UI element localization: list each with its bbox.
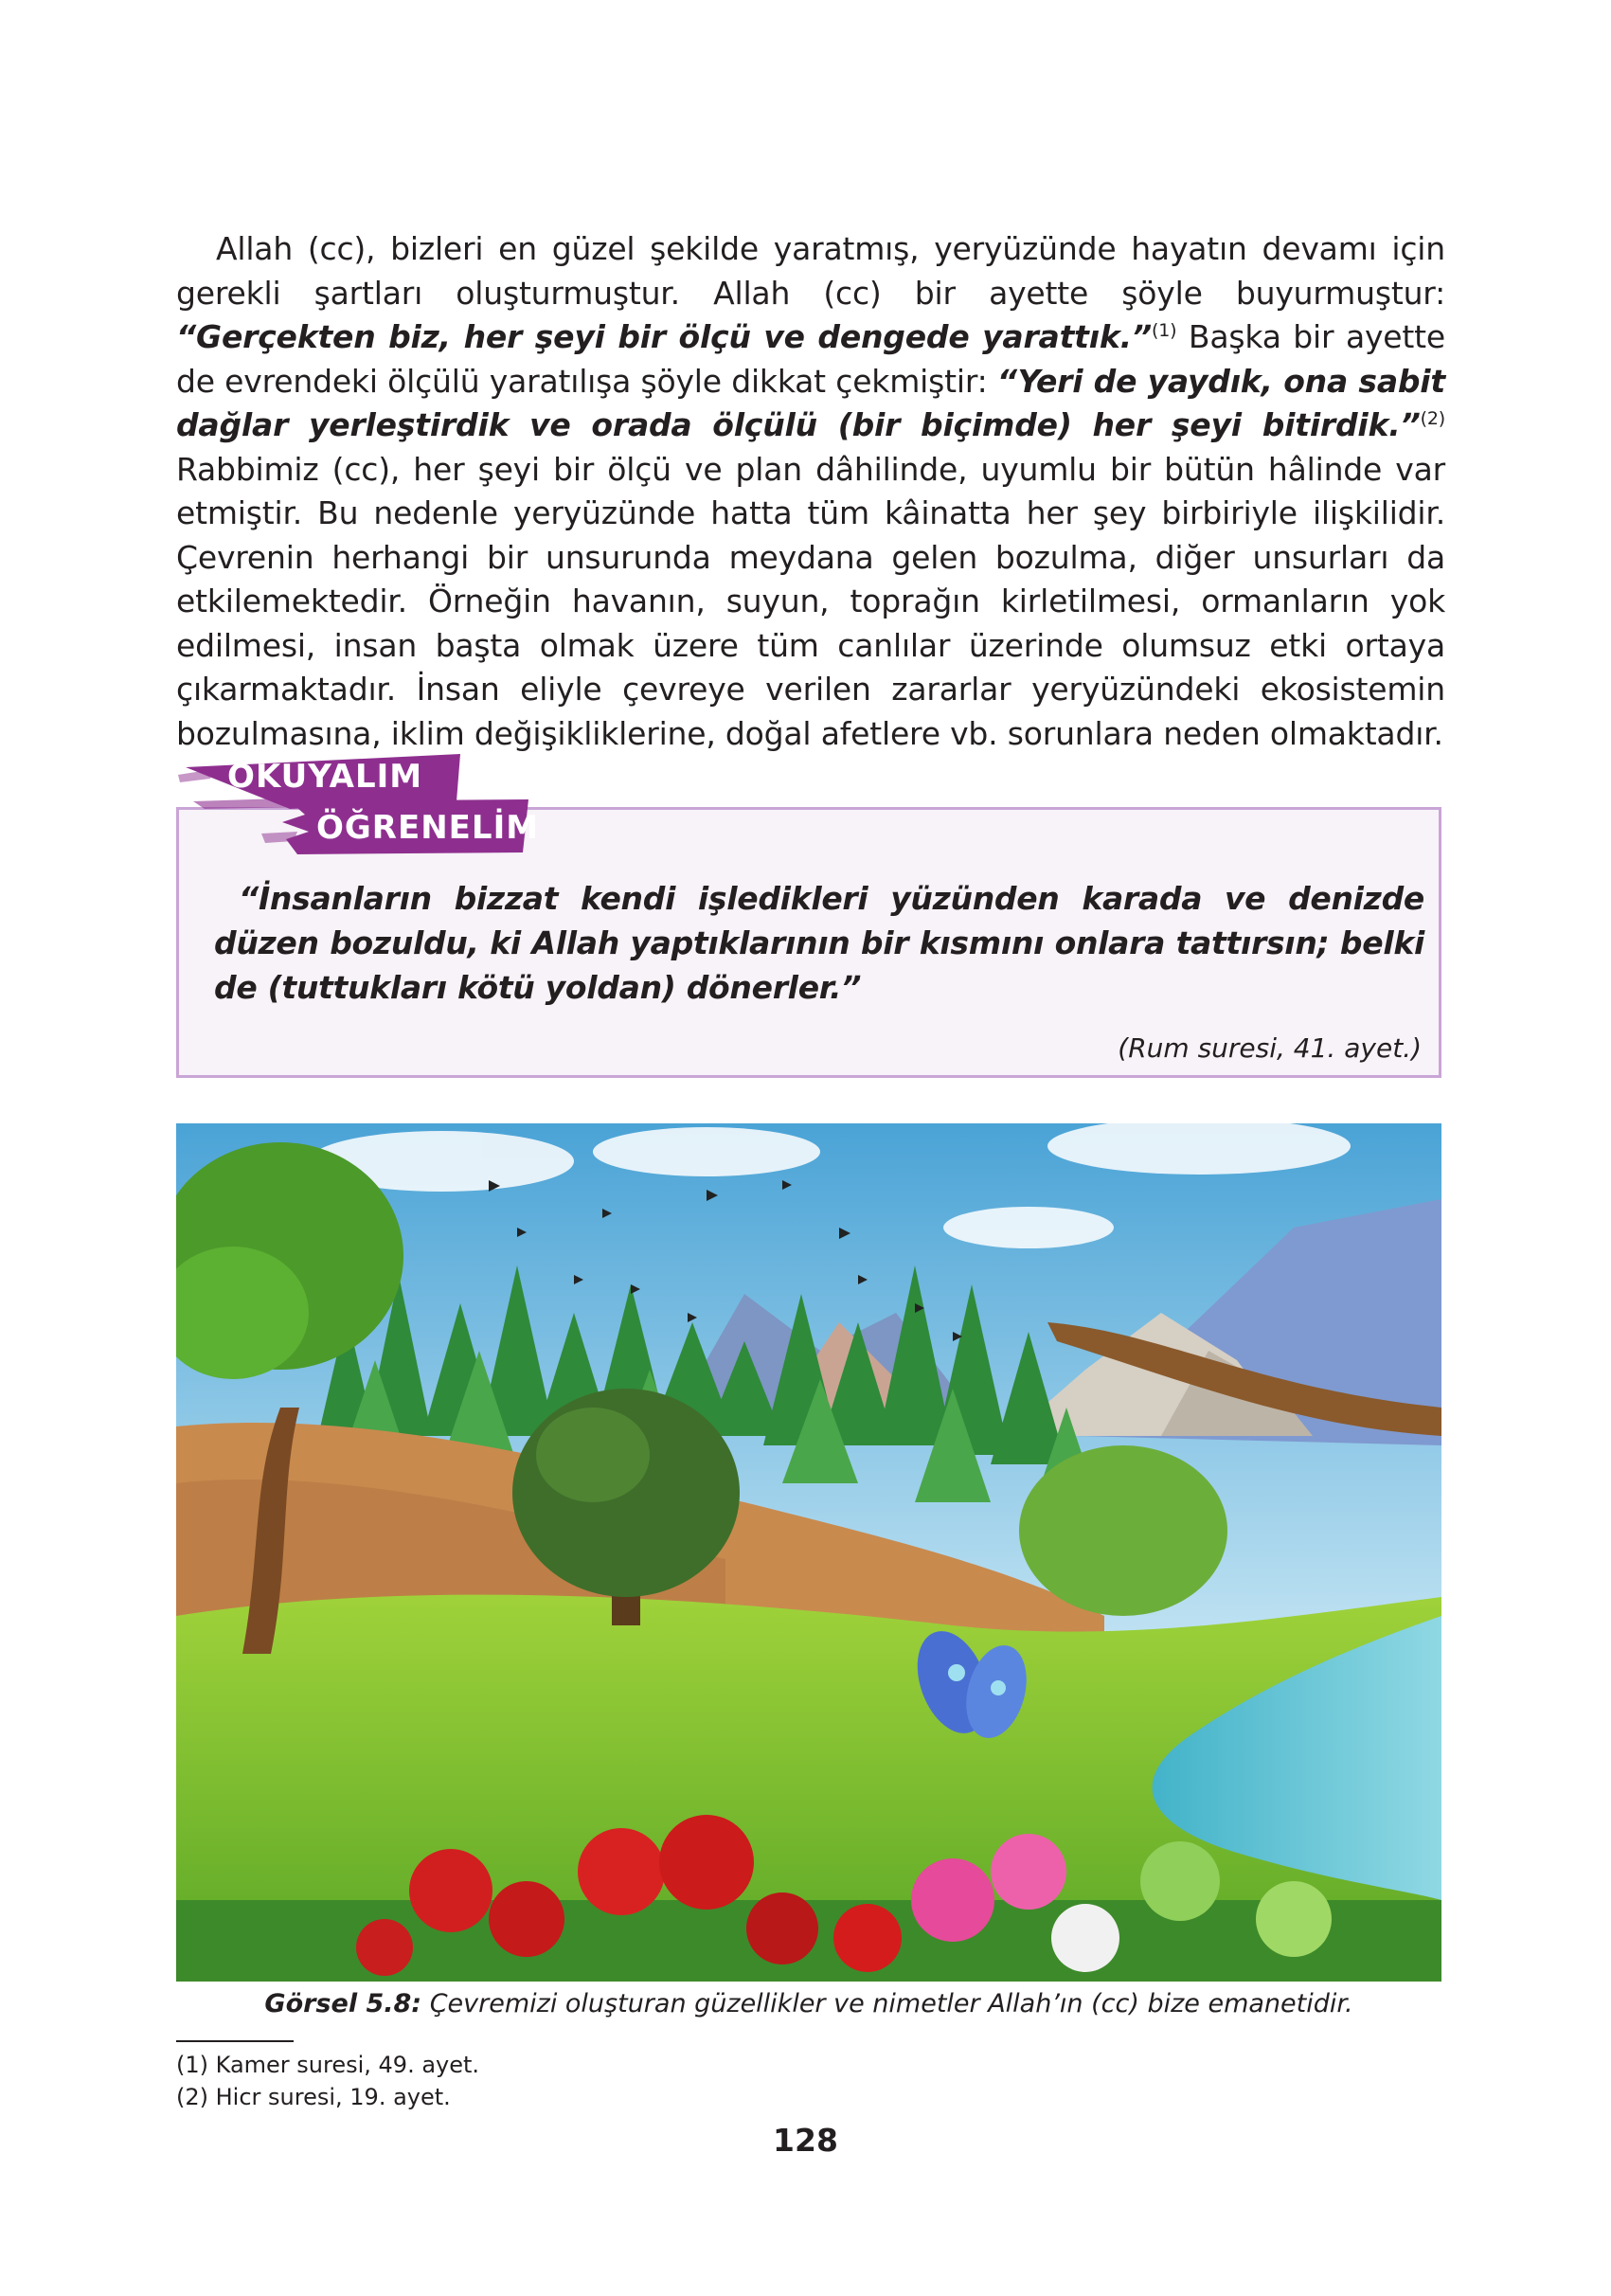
verse-quote-1: “Gerçekten biz, her şeyi bir ölçü ve dengede yarattık.” <box>176 318 1152 355</box>
figure-caption <box>176 1989 1441 2018</box>
badge-title-line1: OKUYALIM <box>227 758 423 796</box>
footnote-1: (1) Kamer suresi, 49. ayet. <box>176 2052 480 2078</box>
verse-quote-block <box>214 876 1424 1010</box>
paragraph-text-1: Allah (cc), bizleri en güzel şekilde yaratmış, yeryüzünde hayatın devamı için gerekli şartları oluşturmuştur. Allah (cc) bir ayette şöyle buyurmuştur: <box>176 230 1445 312</box>
verse-quote-text: “İnsanların bizzat kendi işledikleri yüzünden karada ve denizde düzen bozuldu, ki Allah yaptıklarının bir kısmını onlara tattırsın; belki de (tuttukları kötü yoldan) dönerler.” <box>214 880 1424 1006</box>
paragraph-text-3: Rabbimiz (cc), her şeyi bir ölçü ve plan dâhilinde, uyumlu bir bütün hâlinde var etmiştir. Bu nedenle yeryüzünde hatta tüm kâinatta her şey birbiriyle ilişkilidir. Çevrenin herhangi bir unsurunda meydana gelen bozulma, diğer unsurları da etkilemektedir. Örneğin havanın, suyun, toprağın kirletilmesi, ormanların yok edilmesi, insan başta olmak üzere tüm canlılar üzerinde olumsuz etki ortaya çıkarmaktadır. İnsan eliyle çevreye verilen zararlar yeryüzündeki ekosistemin bozulmasına, iklim değişikliklerine, doğal afetlere vb. sorunlara neden olmaktadır. <box>176 450 1445 752</box>
page-number: 128 <box>773 2122 838 2159</box>
figure-caption-label: Görsel 5.8: <box>264 1989 422 2018</box>
landscape-illustration <box>176 1123 1441 1982</box>
reading-badge <box>176 746 540 860</box>
verse-source: (Rum suresi, 41. ayet.) <box>1118 1032 1422 1064</box>
footnote-ref-1[interactable]: (1) <box>1152 320 1177 341</box>
footnote-ref-2[interactable]: (2) <box>1420 408 1445 429</box>
figure-caption-text: Çevremizi oluşturan güzellikler ve nimetler Allah’ın (cc) bize emanetidir. <box>421 1989 1353 2018</box>
badge-title-line2: ÖĞRENELİM <box>316 809 540 847</box>
body-paragraph <box>176 227 1445 756</box>
footnote-divider <box>176 2040 294 2042</box>
verse-quote-2: “Yeri de yaydık, ona sabit dağlar yerleştirdik ve orada ölçülü (bir biçimde) her şeyi bitirdik.” <box>176 362 1445 443</box>
paragraph-text-2: Başka bir ayette de evrendeki ölçülü yaratılışa şöyle dikkat çekmiştir: <box>176 318 1445 400</box>
nature-illustration <box>176 1123 1441 1982</box>
footnote-2: (2) Hicr suresi, 19. ayet. <box>176 2084 451 2110</box>
